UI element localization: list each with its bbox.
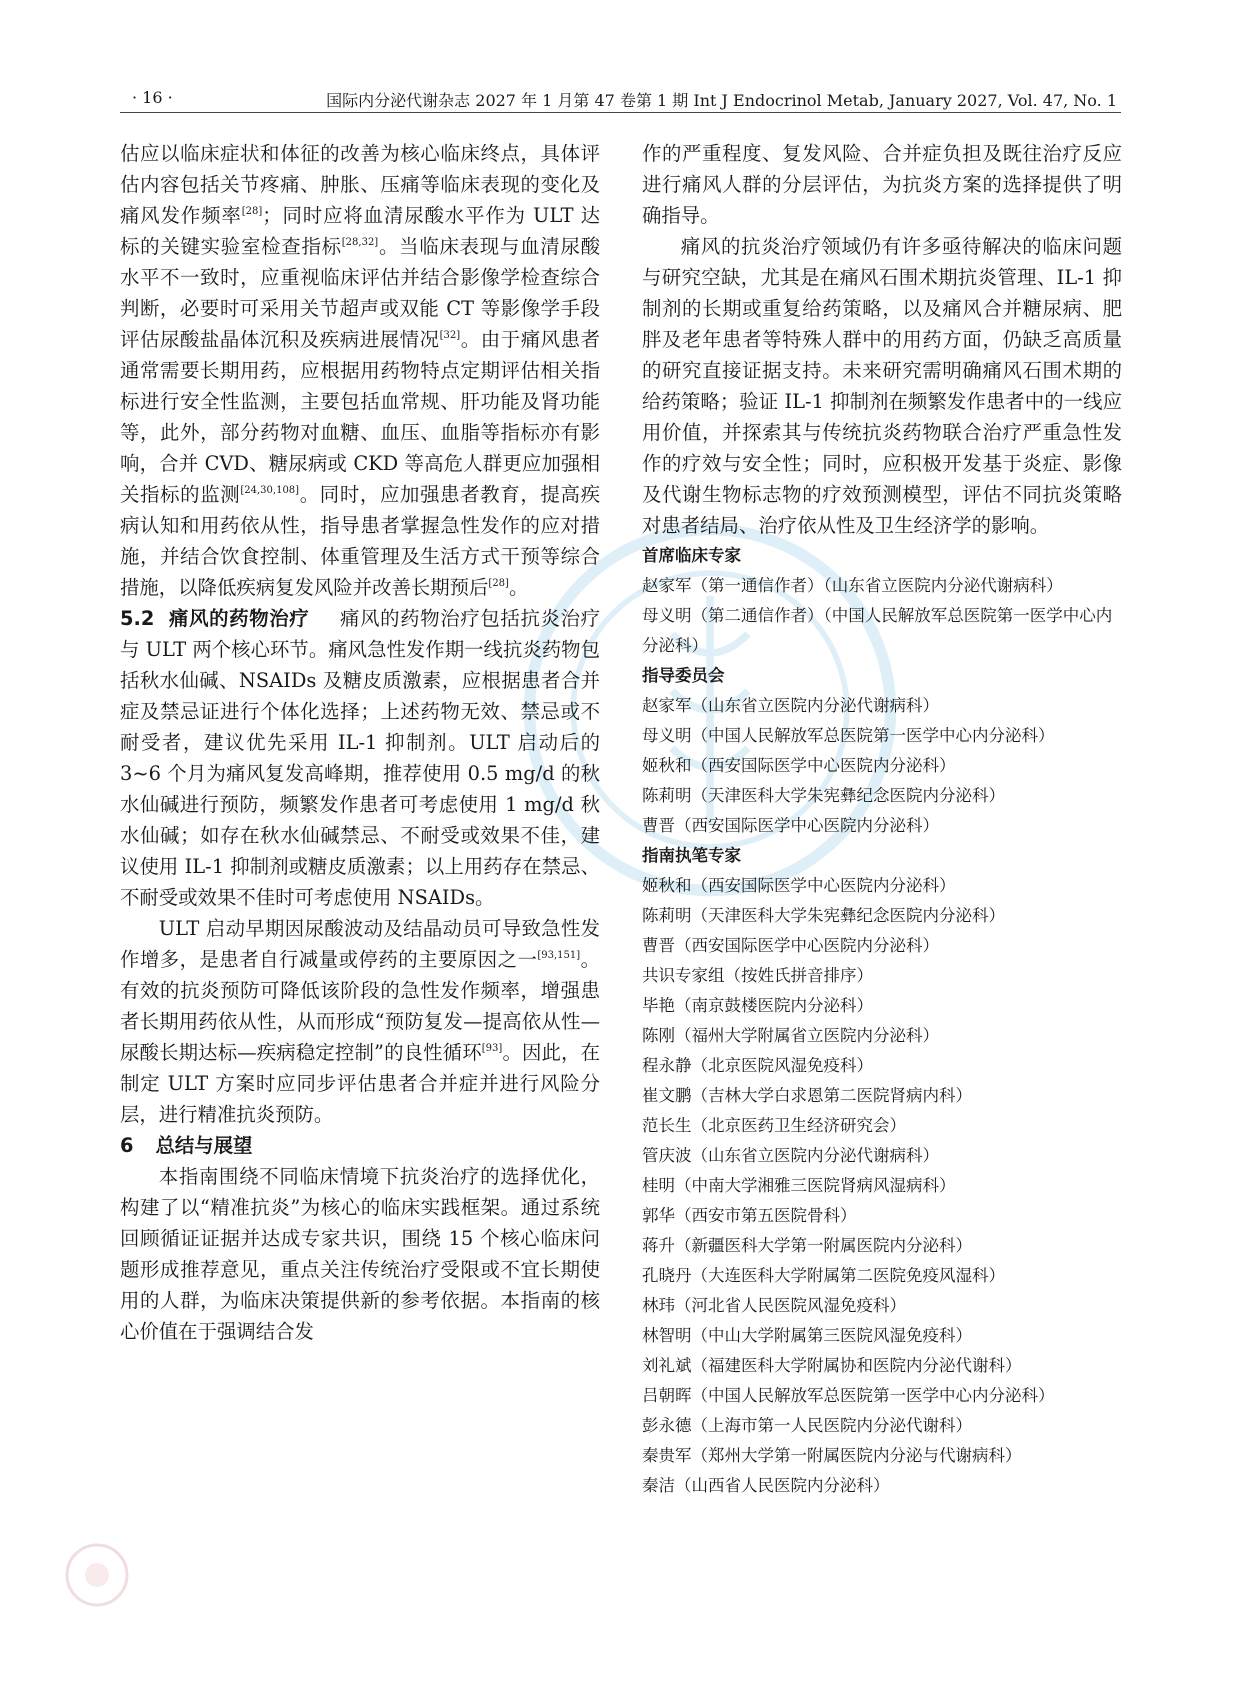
consensus-member: 陈刚（福州大学附属省立医院内分泌科） (642, 1026, 939, 1045)
right-column (642, 138, 1122, 1501)
body-paragraph: ULT 启动早期因尿酸波动及结晶动员可导致急性发作增多，是患者自行减量或停药的主要原因之一[93,151]。有效的抗炎预防可降低该阶段的急性发作频率，增强患者长期用药依从性，从而形成“预防复发—提高依从性—尿酸长期达标—疾病稳定控制”的良性循环[93]。因此，在制定 ULT 方案时应同步评估患者合并症并进行风险分层，进行精准抗炎预防。 (120, 917, 601, 1126)
chief-expert: 母义明（第二通信作者）（中国人民解放军总医院第一医学中心内分泌科） (642, 606, 1113, 655)
consensus-member: 秦洁（山西省人民医院内分泌科） (642, 1476, 890, 1495)
body-paragraph: 痛风的抗炎治疗领域仍有许多亟待解决的临床问题与研究空缺，尤其是在痛风石围术期抗炎管理、IL-1 抑制剂的长期或重复给药策略，以及痛风合并糖尿病、肥胖及老年患者等特殊人群中的用药方面，仍缺乏高质量的研究直接证据支持。未来研究需明确痛风石围术期的给药策略；验证 IL-1 抑制剂在频繁发作患者中的一线应用价值，并探索其与传统抗炎药物联合治疗严重急性发作的疗效与安全性；同时，应积极开发基于炎症、影像及代谢生物标志物的疗效预测模型，评估不同抗炎策略对患者结局、治疗依从性及卫生经济学的影响。 (642, 235, 1122, 537)
subsection-heading: 5.2 痛风的药物治疗 (120, 607, 310, 630)
committee-member: 母义明（中国人民解放军总医院第一医学中心内分泌科） (642, 726, 1055, 745)
consensus-member: 崔文鹏（吉林大学白求恩第二医院肾病内科） (642, 1086, 972, 1105)
writing-expert: 曹晋（西安国际医学中心医院内分泌科） (642, 936, 939, 955)
committee-member: 曹晋（西安国际医学中心医院内分泌科） (642, 816, 939, 835)
chief-expert: 赵家军（第一通信作者）（山东省立医院内分泌代谢病科） (642, 576, 1063, 595)
chief-experts-heading: 首席临床专家 (642, 546, 741, 565)
consensus-member: 刘礼斌（福建医科大学附属协和医院内分泌代谢科） (642, 1356, 1022, 1375)
section-5-2-paragraph: 5.2 痛风的药物治疗 痛风的药物治疗包括抗炎治疗与 ULT 两个核心环节。痛风急性发作期一线抗炎药物包括秋水仙碱、NSAIDs 及糖皮质激素，应根据患者合并症及禁忌证进行个体化选择；上述药物无效、禁忌或不耐受者，建议优先采用 IL-1 抑制剂。ULT 启动后的 3~6 个月为痛风复发高峰期，推荐使用 0.5 mg/d 的秋水仙碱进行预防，频繁发作患者可考虑使用 1 mg/d 秋水仙碱；如存在秋水仙碱禁忌、不耐受或效果不佳，建议使用 IL-1 抑制剂或糖皮质激素；以上用药存在禁忌、不耐受或效果不佳时可考虑使用 NSAIDs。 (120, 607, 601, 909)
consensus-member: 秦贵军（郑州大学第一附属医院内分泌与代谢病科） (642, 1446, 1022, 1465)
consensus-member: 吕朝晖（中国人民解放军总医院第一医学中心内分泌科） (642, 1386, 1055, 1405)
consensus-member: 彭永德（上海市第一人民医院内分泌代谢科） (642, 1416, 972, 1435)
writing-expert: 陈莉明（天津医科大学朱宪彝纪念医院内分泌科） (642, 906, 1005, 925)
left-column (120, 138, 600, 1347)
consensus-group-label: 共识专家组（按姓氏拼音排序） (642, 966, 873, 985)
page-number: · 16 · (132, 88, 173, 107)
writing-expert: 姬秋和（西安国际医学中心医院内分泌科） (642, 876, 956, 895)
publisher-logo (62, 1540, 132, 1610)
committee-member: 陈莉明（天津医科大学朱宪彝纪念医院内分泌科） (642, 786, 1005, 805)
writing-experts-heading: 指南执笔专家 (642, 846, 741, 865)
consensus-member: 郭华（西安市第五医院骨科） (642, 1206, 857, 1225)
consensus-member: 桂明（中南大学湘雅三医院肾病风湿病科） (642, 1176, 956, 1195)
body-paragraph: 本指南围绕不同临床情境下抗炎治疗的选择优化，构建了以“精准抗炎”为核心的临床实践框架。通过系统回顾循证证据并达成专家共识，围绕 15 个核心临床问题形成推荐意见，重点关注传统治疗受限或不宜长期使用的人群，为临床决策提供新的参考依据。本指南的核心价值在于强调结合发 (120, 1165, 600, 1343)
steering-committee-heading: 指导委员会 (642, 666, 725, 685)
consensus-member: 林玮（河北省人民医院风湿免疫科） (642, 1296, 906, 1315)
body-paragraph: 作的严重程度、复发风险、合并症负担及既往治疗反应进行痛风人群的分层评估，为抗炎方案的选择提供了明确指导。 (642, 142, 1122, 227)
committee-member: 姬秋和（西安国际医学中心医院内分泌科） (642, 756, 956, 775)
journal-citation: 国际内分泌代谢杂志 2027 年 1 月第 47 卷第 1 期 Int J Endocrinol Metab, January 2027, Vol. 47, No. 1 (326, 91, 1117, 110)
consensus-member: 蒋升（新疆医科大学第一附属医院内分泌科） (642, 1236, 972, 1255)
committee-member: 赵家军（山东省立医院内分泌代谢病科） (642, 696, 939, 715)
consensus-member: 范长生（北京医药卫生经济研究会） (642, 1116, 906, 1135)
body-paragraph: 估应以临床症状和体征的改善为核心临床终点，具体评估内容包括关节疼痛、肿胀、压痛等临床表现的变化及痛风发作频率[28]；同时应将血清尿酸水平作为 ULT 达标的关键实验室检查指标[28,32]。当临床表现与血清尿酸水平不一致时，应重视临床评估并结合影像学检查综合判断，必要时可采用关节超声或双能 CT 等影像学手段评估尿酸盐晶体沉积及疾病进展情况[32]。由于痛风患者通常需要长期用药，应根据用药物特点定期评估相关指标进行安全性监测，主要包括血常规、肝功能及肾功能等，此外，部分药物对血糖、血压、血脂等指标亦有影响，合并 CVD、糖尿病或 CKD 等高危人群更应加强相关指标的监测[24,30,108]。同时，应加强患者教育，提高疾病认知和用药依从性，指导患者掌握急性发作的应对措施，并结合饮食控制、体重管理及生活方式干预等综合措施，以降低疾病复发风险并改善长期预后[28]。 (120, 142, 601, 599)
consensus-member: 林智明（中山大学附属第三医院风湿免疫科） (642, 1326, 972, 1345)
consensus-member: 孔晓丹（大连医科大学附属第二医院免疫风湿科） (642, 1266, 1005, 1285)
consensus-member: 程永静（北京医院风湿免疫科） (642, 1056, 873, 1075)
consensus-member: 管庆波（山东省立医院内分泌代谢病科） (642, 1146, 939, 1165)
consensus-member: 毕艳（南京鼓楼医院内分泌科） (642, 996, 873, 1015)
page-header (120, 88, 1121, 113)
section-heading: 6 总结与展望 (120, 1134, 253, 1157)
